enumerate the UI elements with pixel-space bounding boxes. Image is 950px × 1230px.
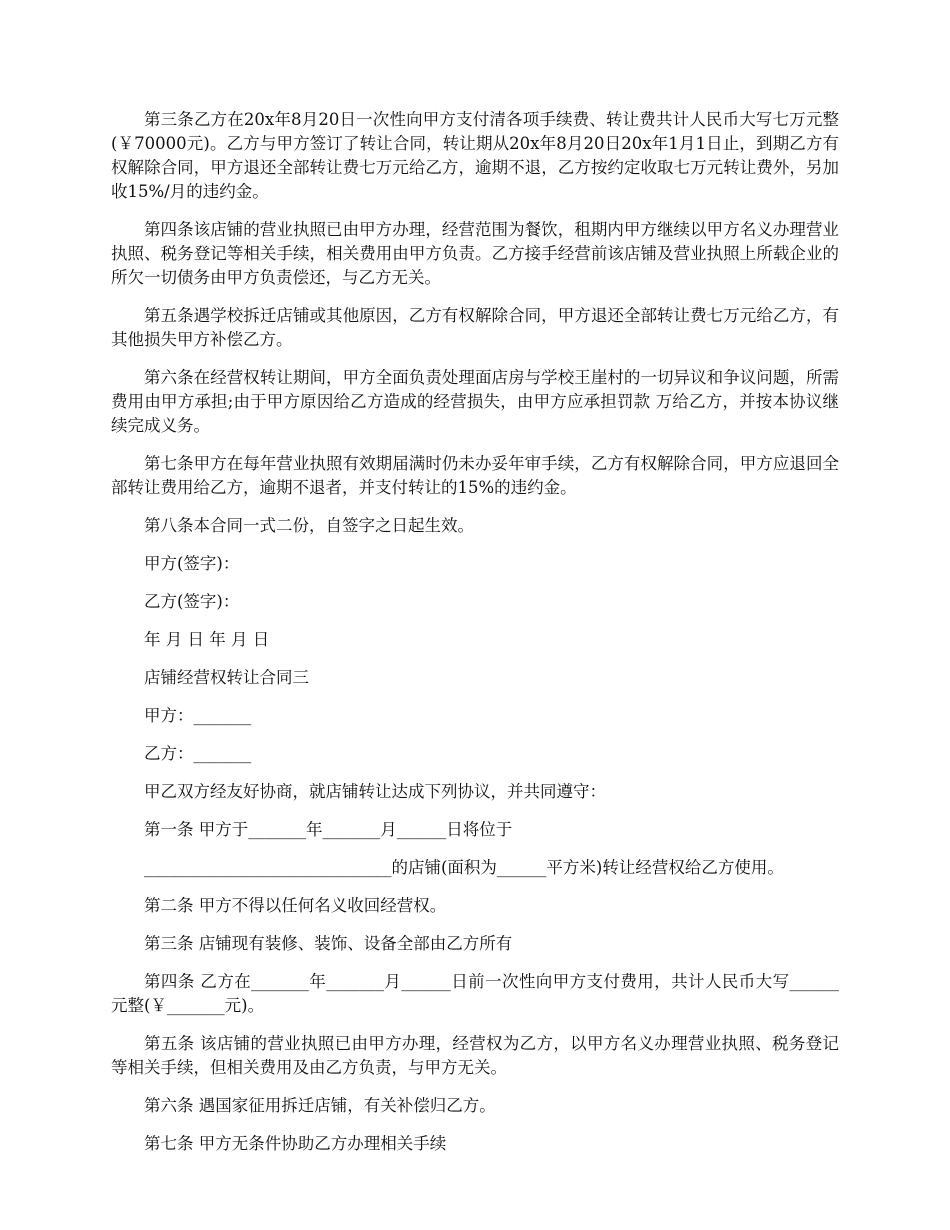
agreement-preamble: 甲乙双方经友好协商，就店铺转让达成下列协议，并共同遵守： bbox=[144, 782, 606, 801]
article-4: 第四条 乙方在_______年_______月______日前一次性向甲方支付费用，共计人民币大写______元整(￥_______元)。 bbox=[111, 972, 839, 1015]
party-b-signature: 乙方(签字)： bbox=[144, 592, 240, 611]
clause-6-disputes: 第六条在经营权转让期间，甲方全面负责处理面店房与学校王崖村的一切异议和争议问题，所需费用由甲方承担;由于甲方原因给乙方造成的经营损失，由甲方应承担罚款 万给乙方，并按本协议继续完成义务。 bbox=[111, 368, 839, 435]
party-b-line: 乙方：_______ bbox=[144, 744, 252, 763]
clause-7-annual-review: 第七条甲方在每年营业执照有效期届满时仍未办妥年审手续，乙方有权解除合同，甲方应退回全部转让费用给乙方，逾期不退者，并支付转让的15%的违约金。 bbox=[111, 454, 839, 497]
article-1-date: 第一条 甲方于_______年_______月______日将位于 bbox=[144, 820, 513, 839]
party-a-line: 甲方：_______ bbox=[144, 706, 252, 725]
clause-8-effective: 第八条本合同一式二份，自签字之日起生效。 bbox=[144, 516, 474, 535]
article-7: 第七条 甲方无条件协助乙方办理相关手续 bbox=[144, 1134, 447, 1153]
article-1-location: ______________________________的店铺(面积为______平方米)转让经营权给乙方使用。 bbox=[144, 858, 784, 877]
signature-dates: 年 月 日 年 月 日 bbox=[144, 630, 270, 649]
document-body bbox=[111, 108, 839, 1170]
contract-three-title: 店铺经营权转让合同三 bbox=[144, 668, 309, 687]
article-2: 第二条 甲方不得以任何名义收回经营权。 bbox=[144, 896, 447, 915]
article-3: 第三条 店铺现有装修、装饰、设备全部由乙方所有 bbox=[144, 934, 513, 953]
party-a-signature: 甲方(签字)： bbox=[144, 554, 240, 573]
clause-4-license: 第四条该店铺的营业执照已由甲方办理，经营范围为餐饮，租期内甲方继续以甲方名义办理营业执照、税务登记等相关手续，相关费用由甲方负责。乙方接手经营前该店铺及营业执照上所载企业的所欠一切债务由甲方负责偿还，与乙方无关。 bbox=[111, 220, 839, 287]
clause-5-demolition: 第五条遇学校拆迁店铺或其他原因，乙方有权解除合同，甲方退还全部转让费七万元给乙方，有其他损失甲方补偿乙方。 bbox=[111, 306, 839, 349]
article-6: 第六条 遇国家征用拆迁店铺，有关补偿归乙方。 bbox=[144, 1096, 496, 1115]
article-5: 第五条 该店铺的营业执照已由甲方办理，经营权为乙方，以甲方名义办理营业执照、税务登记等相关手续，但相关费用及由乙方负责，与甲方无关。 bbox=[111, 1034, 839, 1077]
clause-3-payment: 第三条乙方在20x年8月20日一次性向甲方支付清各项手续费、转让费共计人民币大写七万元整(￥70000元)。乙方与甲方签订了转让合同，转让期从20x年8月20日20x年1月1日止，到期乙方有权解除合同，甲方退还全部转让费七万元给乙方，逾期不退，乙方按约定收取七万元转让费外，另加收15%/月的违约金。 bbox=[111, 110, 839, 201]
